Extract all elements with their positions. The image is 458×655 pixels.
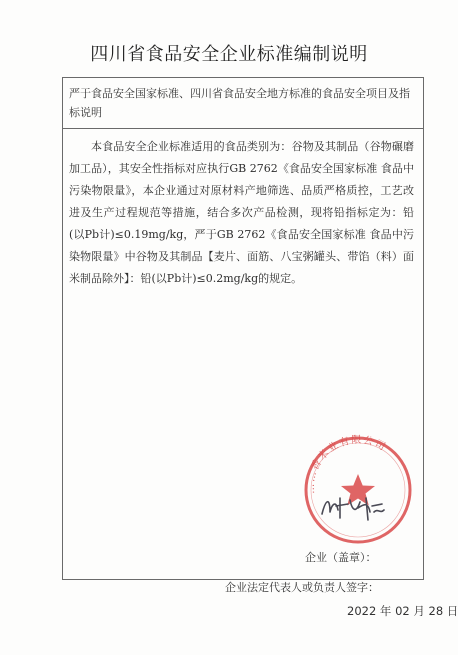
company-seal-label: 企业（盖章）： [305,551,377,564]
signing-date: 2022 年 02 月 28 日 [347,604,458,618]
company-seal [298,430,418,550]
handwritten-signature [318,492,388,522]
section-header: 严于食品安全国家标准、四川省食品安全地方标准的食品安全项目及指标说明 [69,87,410,119]
body-paragraph: 本食品安全企业标准适用的食品类别为：谷物及其制品（谷物碾磨加工品），其安全性指标对应执行GB 2762《食品安全国家标准 食品中污染物限量》，本企业通过对原材料产地筛选、品质严格质控，工艺改进及生产过程规范等措施，结合多次产品检测，现将铅指标定为：铅(以Pb计)≤0.19mg/kg，严于GB 2762《食品安全国家标准 食品中污染物限量》中谷物及其制品【麦片、面筋、八宝粥罐头、带馅（料）面米制品除外】：铅(以Pb计)≤0.2mg/kg的规定。 [69,140,414,285]
header-divider [63,128,423,129]
document-title: 四川省食品安全企业标准编制说明 [90,44,368,65]
svg-text:……香米业有限公司 [306,433,389,493]
seal-text: ……香米业有限公司 [305,434,389,494]
representative-signature-label: 企业法定代表人或负责人签字： [225,581,379,594]
